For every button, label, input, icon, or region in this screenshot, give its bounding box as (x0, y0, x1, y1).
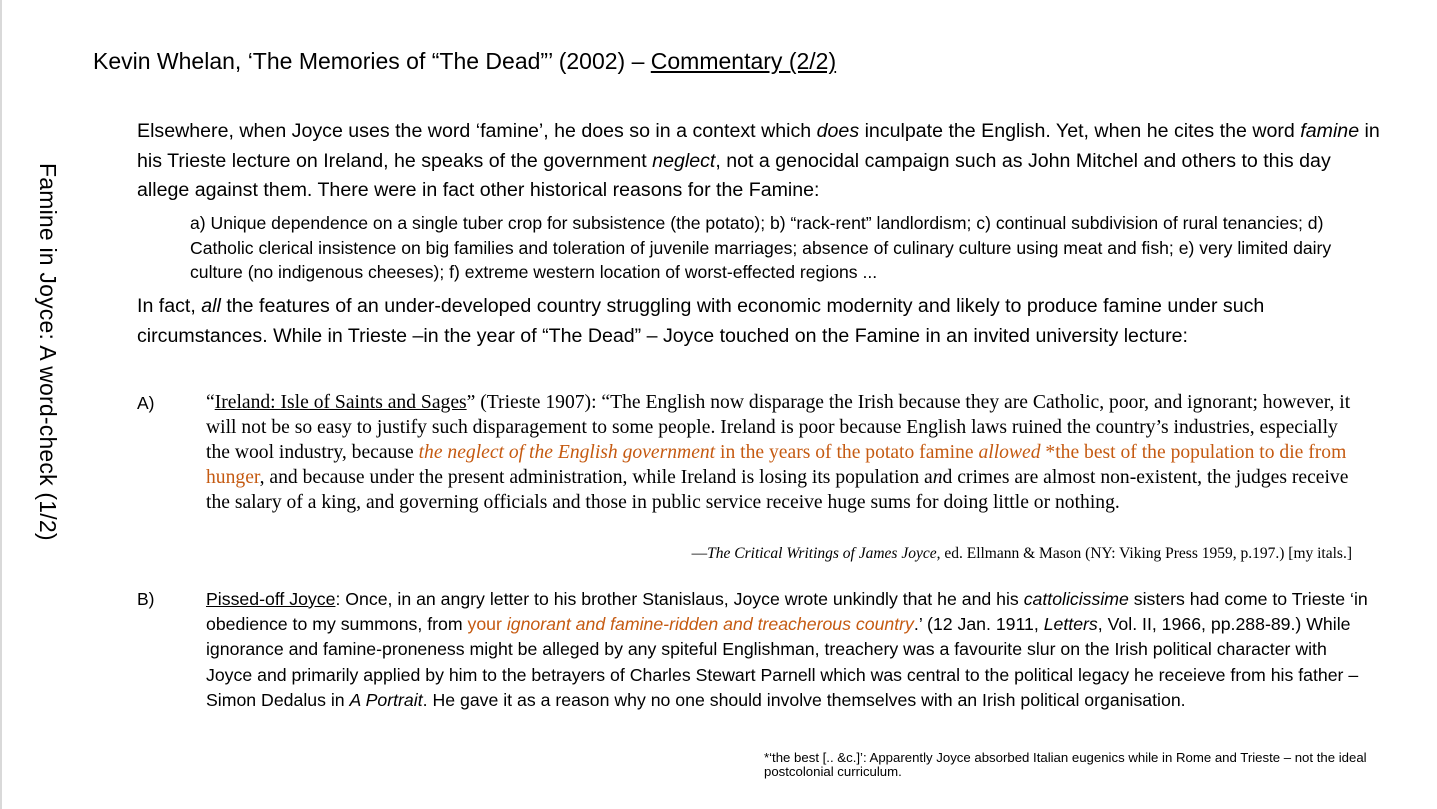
highlight-italic: the neglect of the English government (418, 442, 716, 463)
reasons-list: a) Unique dependence on a single tuber crop for subsistence (the potato); b) “rack-rent” landlordism; c) continual subdivision of rural tenancies; d) Catholic clerical insistence on big families and toleration of juvenile marriages; absence of culinary culture using meat and fish; e) very limited dairy culture (no indigenous cheeses); f) extreme western location of worst-effected regions ... (190, 213, 1332, 283)
slide-title-underlined: Commentary (2/2) (650, 48, 837, 74)
text-run-italic: all (201, 295, 221, 317)
item-b-label: B) (137, 589, 155, 609)
text-run-italic: cattolicissime (1023, 589, 1129, 609)
text-run: , and because under the present administration, while Ireland is losing its population a (259, 467, 933, 488)
slide-title-main: Kevin Whelan, ‘The Memories of “The Dead”’ (2002) – (93, 48, 651, 74)
text-run: , Vol. II, 1966, pp.288-89.) While ignorance and famine-proneness might be alleged by any spiteful Englishman, treachery was a favourite slur on the Irish political character with Joyce and primarily applied by him to the betrayers of Charles Stewart Parnell which was central to the political legacy he receieve from his father – Simon Dedalus in (206, 614, 1359, 710)
text-run: .’ (12 Jan. 1911, (913, 614, 1044, 635)
text-run: , not a genocidal campaign such as John Mitchel and others to this day allege against them. There were in fact other historical reasons for the Famine: (137, 149, 1331, 201)
text-run-italic: neglect (652, 149, 716, 172)
item-b-paragraph (206, 587, 1376, 713)
highlight: your (467, 614, 507, 635)
highlight: *the best of the population to die from hunger (206, 442, 1347, 488)
text-run: . He gave it as a reason why no one should involve themselves with an Irish political organisation. (422, 689, 1186, 710)
footnote: *‘the best [.. &c.]’: Apparently Joyce absorbed Italian eugenics while in Rome and Trieste – not the ideal postcolonial curriculum. (764, 750, 1367, 779)
text-run: sisters had come to Trieste ‘in obedience to my summons, from (206, 589, 1368, 635)
highlight-italic: allowed (978, 442, 1041, 463)
quote-citation (692, 545, 1352, 563)
side-title: Famine in Joyce: A word-check (1/2) (35, 163, 61, 541)
text-run: inculpate the English. Yet, when he cites the word (859, 120, 1301, 142)
intro-paragraph (137, 117, 1387, 206)
highlight: in the years of the potato famine (715, 442, 979, 463)
features-paragraph (137, 292, 1387, 351)
text-run: Elsewhere, when Joyce uses the word ‘famine’, he does so in a context which (137, 120, 817, 142)
text-run: ” (Trieste 1907): “The English now disparage the Irish because they are Catholic, poor, and ignorant; however, it will not be so easy to justify such disparagement to some people. Ireland is poor because English laws ruined the country’s industries, especially the wool industry, because (206, 392, 1351, 463)
text-run: the features of an under-developed country struggling with economic modernity and likely to produce famine under such circumstances. While in Trieste –in the year of “The Dead” – Joyce touched on the Famine in an invited university lecture: (137, 295, 1265, 347)
book-title: The Critical Writings of James Joyce (707, 545, 937, 562)
item-a-quote (206, 390, 1366, 515)
text-run: : Once, in an angry letter to his brother Stanislaus, Joyce wrote unkindly that he and his (335, 589, 1024, 609)
text-run: In fact, (137, 295, 202, 317)
text-run-italic: A Portrait (349, 689, 423, 710)
slide-left-border (0, 0, 2, 809)
text-run: — (691, 545, 708, 562)
highlight-italic: ignorant and famine-ridden and treacherous country (506, 614, 914, 635)
text-run: in his Trieste lecture on Ireland, he speaks of the government (137, 120, 1380, 172)
slide-title (93, 48, 836, 75)
text-run-italic: famine (1300, 120, 1360, 142)
text-run-italic: Letters (1043, 614, 1098, 635)
item-a-label: A) (137, 393, 155, 413)
text-run: , ed. Ellmann & Mason (NY: Viking Press 1959, p.197.) [my itals.] (936, 545, 1352, 562)
text-run: “ (206, 392, 215, 413)
text-run-italic: n (932, 467, 943, 488)
text-run-italic: does (816, 120, 860, 142)
item-b-title: Pissed-off Joyce (206, 589, 336, 609)
text-run: d crimes are almost non-existent, the judges receive the salary of a king, and governing officials and those in public service receive huge sums for doing little or nothing. (206, 467, 1349, 513)
lecture-title: Ireland: Isle of Saints and Sages (214, 392, 467, 413)
